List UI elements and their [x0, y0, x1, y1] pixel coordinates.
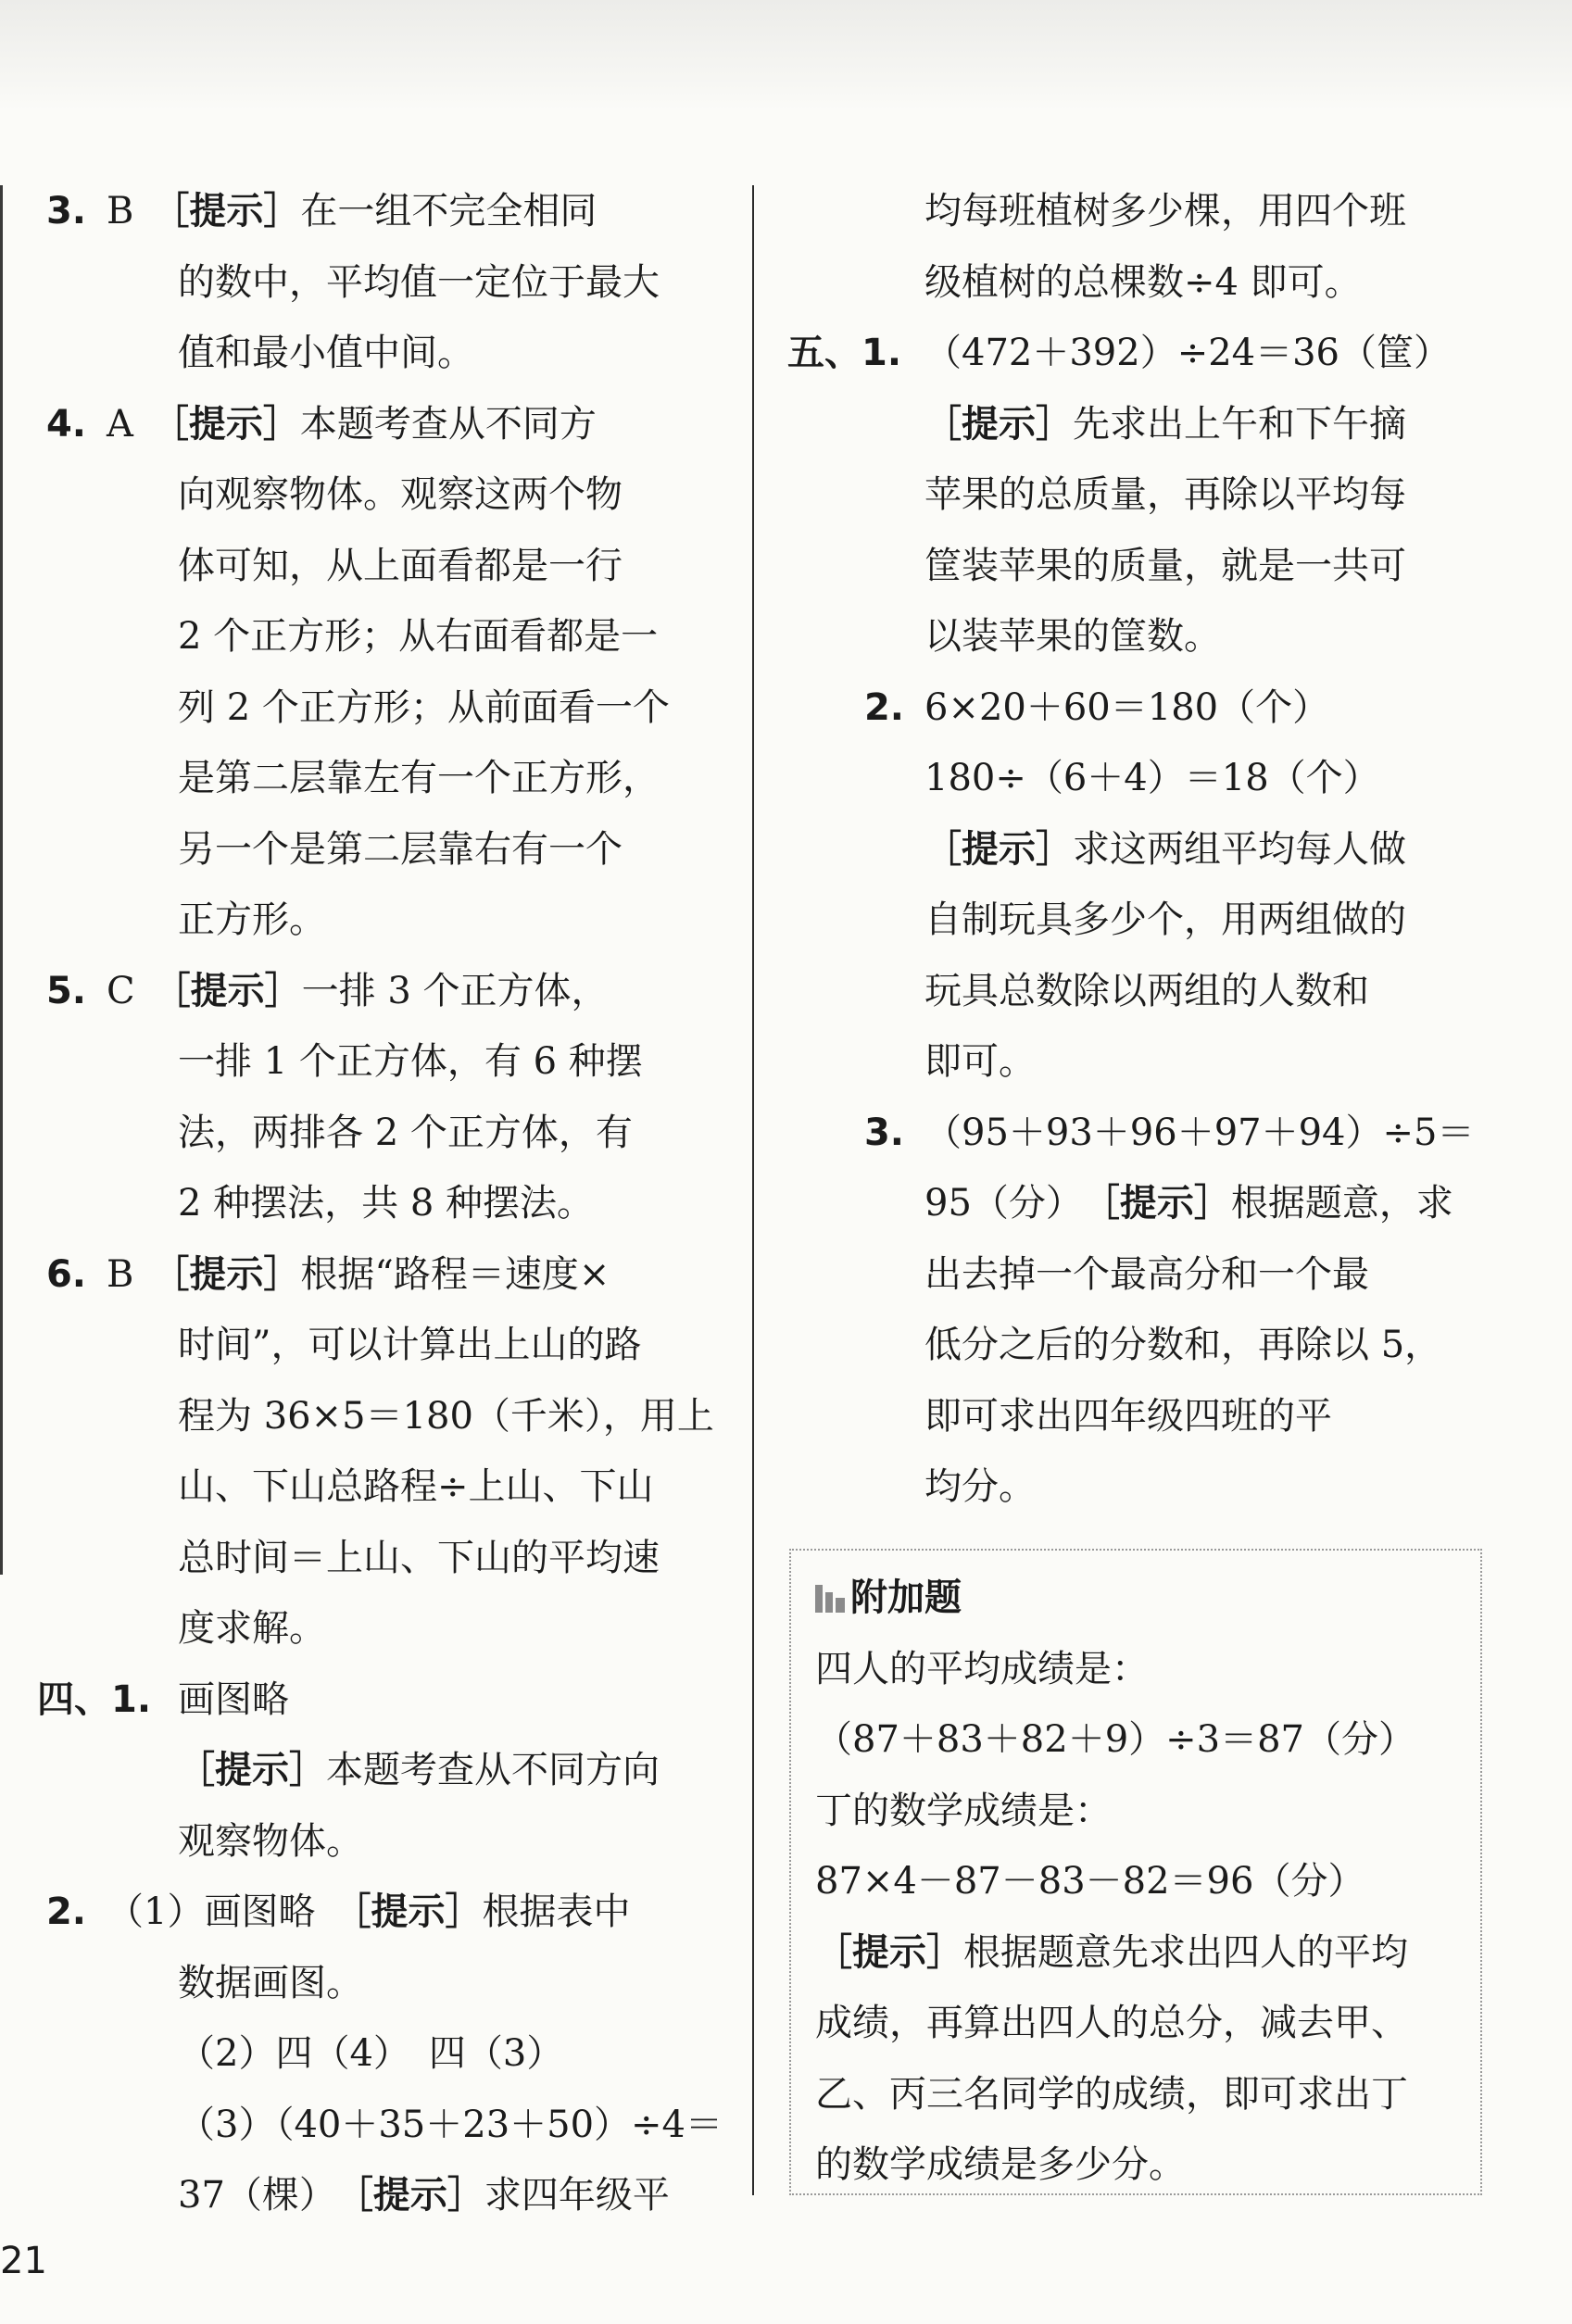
- answer-4-line-8: 正方形。: [178, 898, 326, 941]
- answer-5-line-2: 一排 1 个正方体，有 6 种摆: [178, 1040, 643, 1083]
- tip-label: ［提示］: [170, 1252, 301, 1296]
- answer-5-line-3: 法，两排各 2 个正方体，有: [178, 1111, 633, 1154]
- answer-6-number: 6.: [45, 1252, 86, 1296]
- page-edge-line: [0, 185, 3, 1575]
- answer-4-line-2: 向观察物体。观察这两个物: [178, 473, 623, 516]
- bonus-question-content: [815, 1563, 1482, 2201]
- section-4-q2-line-4: （3）（40＋35＋23＋50）÷4＝: [178, 2103, 723, 2146]
- bonus-line-6: 成绩，再算出四人的总分，减去甲、: [815, 2002, 1408, 2044]
- answer-6-line-3: 程为 36×5＝180（千米），用上: [178, 1394, 714, 1438]
- answer-6-line-2: 时间”，可以计算出上山的路: [178, 1324, 642, 1366]
- answer-4-text: A ［提示］本题考查从不同方: [107, 402, 597, 446]
- section-5-q3-line-3: 出去掉一个最高分和一个最: [924, 1252, 1369, 1296]
- tip-label: ［提示］: [1100, 1182, 1231, 1225]
- bonus-line-7: 乙、丙三名同学的成绩，即可求出丁: [815, 2072, 1408, 2116]
- section-5-q3-line-4: 低分之后的分数和，再除以 5，: [924, 1324, 1442, 1366]
- section-5-q3-line-6: 均分。: [924, 1465, 1036, 1508]
- page-number: 21: [0, 2240, 47, 2282]
- answer-4-line-3: 体可知，从上面看都是一行: [178, 544, 623, 587]
- section-4-q2-line-3: （2）四（4） 四（3）: [178, 2032, 564, 2075]
- left-column: [37, 176, 723, 2231]
- section-4-line-3: 观察物体。: [178, 1819, 363, 1863]
- section-5-line-2: ［提示］先求出上午和下午摘: [924, 402, 1406, 446]
- right-column: [787, 176, 1538, 1523]
- section-4-line-1: [37, 1664, 723, 1736]
- section-5-q2-text: 6×20＋60＝180（个）: [924, 685, 1330, 729]
- section-5-q2-line-3: ［提示］求这两组平均每人做: [924, 827, 1406, 871]
- bonus-question-title-text: 附加题: [850, 1577, 962, 1619]
- bonus-line-4: 87×4－87－83－82＝96（分）: [815, 1860, 1365, 1903]
- section-5-q3-text: （95＋93＋96＋97＋94）÷5＝: [924, 1111, 1475, 1154]
- bonus-line-1: 四人的平均成绩是：: [815, 1647, 1149, 1690]
- tip-label: ［提示］: [924, 827, 1073, 871]
- answer-4-line-7: 另一个是第二层靠右有一个: [178, 827, 623, 871]
- tip-label: ［提示］: [924, 402, 1073, 446]
- answer-5-line-1: [37, 956, 723, 1027]
- tip-label: ［提示］: [354, 2174, 484, 2217]
- section-4-q2-text: （1）画图略 ［提示］根据表中: [107, 1891, 631, 1933]
- answer-5-number: 5.: [45, 969, 86, 1012]
- section-4-q2-number: 2.: [45, 1891, 86, 1933]
- section-4-text: 画图略: [178, 1677, 289, 1721]
- bonus-line-5: ［提示］根据题意先求出四人的平均: [815, 1930, 1408, 1974]
- continued-line-1: 均每班植树多少棵，用四个班: [924, 190, 1406, 232]
- answer-4-number: 4.: [45, 402, 86, 446]
- bonus-line-2: （87＋83＋82＋9）÷3＝87（分）: [815, 1718, 1416, 1761]
- tip-label: ［提示］: [352, 1891, 483, 1933]
- section-4-q2-line-1: [37, 1877, 723, 1948]
- tip-label: ［提示］: [170, 402, 300, 446]
- answer-4-line-1: [37, 389, 723, 460]
- continued-line-2: 级植树的总棵数÷4 即可。: [924, 260, 1362, 304]
- answer-6-line-5: 总时间＝上山、下山的平均速: [178, 1536, 660, 1579]
- answer-3-line-2: 的数中，平均值一定位于最大: [178, 260, 660, 304]
- page-top-shading: [0, 0, 1572, 111]
- tip-label: ［提示］: [815, 1930, 963, 1974]
- section-5-line-4: 筐装苹果的质量，就是一共可: [924, 544, 1406, 587]
- answer-6-line-4: 山、下山总路程÷上山、下山: [178, 1465, 654, 1508]
- section-5-q2-line-5: 玩具总数除以两组的人数和: [924, 969, 1369, 1012]
- answer-6-text: B ［提示］根据“路程＝速度×: [107, 1252, 610, 1296]
- section-5-q3-number: 3.: [863, 1111, 904, 1154]
- section-4-line-2: ［提示］本题考查从不同方向: [178, 1749, 660, 1791]
- tip-label: ［提示］: [171, 969, 302, 1012]
- bonus-line-3: 丁的数学成绩是：: [815, 1789, 1112, 1832]
- section-4-q2-line-2: 数据画图。: [178, 1961, 363, 2004]
- bonus-question-title: [815, 1563, 1482, 1634]
- section-5-text: （472＋392）÷24＝36（筐）: [924, 332, 1452, 374]
- section-5-q3-line-5: 即可求出四年级四班的平: [924, 1394, 1332, 1438]
- section-5-line-1: [787, 318, 1538, 389]
- column-divider: [752, 185, 754, 2195]
- section-5-q3-line-2: 95（分） ［提示］根据题意，求: [924, 1182, 1453, 1225]
- tip-label: ［提示］: [178, 1749, 326, 1791]
- bonus-line-8: 的数学成绩是多少分。: [815, 2143, 1186, 2186]
- section-4-q2-line-5: 37（棵） ［提示］求四年级平: [178, 2174, 670, 2217]
- section-5-line-3: 苹果的总质量，再除以平均每: [924, 473, 1406, 516]
- section-5-q2-line-4: 自制玩具多少个，用两组做的: [924, 898, 1406, 941]
- answer-3-line-1: [37, 176, 723, 247]
- section-5-q2-line-1: [787, 672, 1538, 744]
- section-4-label: 四、1.: [37, 1677, 152, 1721]
- section-5-q3-line-1: [787, 1098, 1538, 1169]
- answer-4-line-5: 列 2 个正方形；从前面看一个: [178, 685, 670, 729]
- tip-label: ［提示］: [170, 190, 301, 232]
- answer-6-line-6: 度求解。: [178, 1607, 326, 1650]
- answer-5-text: C ［提示］一排 3 个正方体，: [107, 969, 609, 1012]
- section-5-q2-number: 2.: [863, 685, 904, 729]
- answer-5-line-4: 2 种摆法，共 8 种摆法。: [178, 1182, 595, 1225]
- section-5-label: 五、1.: [787, 332, 902, 374]
- section-5-q2-line-2: 180÷（6＋4）＝18（个）: [924, 757, 1380, 799]
- answer-3-line-3: 值和最小值中间。: [178, 332, 474, 374]
- section-5-line-5: 以装苹果的筐数。: [924, 615, 1221, 658]
- answer-3-number: 3.: [45, 190, 86, 232]
- section-5-q2-line-6: 即可。: [924, 1040, 1036, 1083]
- answer-4-line-6: 是第二层靠左有一个正方形，: [178, 757, 660, 799]
- answer-6-line-1: [37, 1239, 723, 1311]
- answer-4-line-4: 2 个正方形；从右面看都是一: [178, 615, 659, 658]
- answer-3-text: B ［提示］在一组不完全相同: [107, 190, 597, 232]
- stacked-bars-icon: [815, 1585, 845, 1613]
